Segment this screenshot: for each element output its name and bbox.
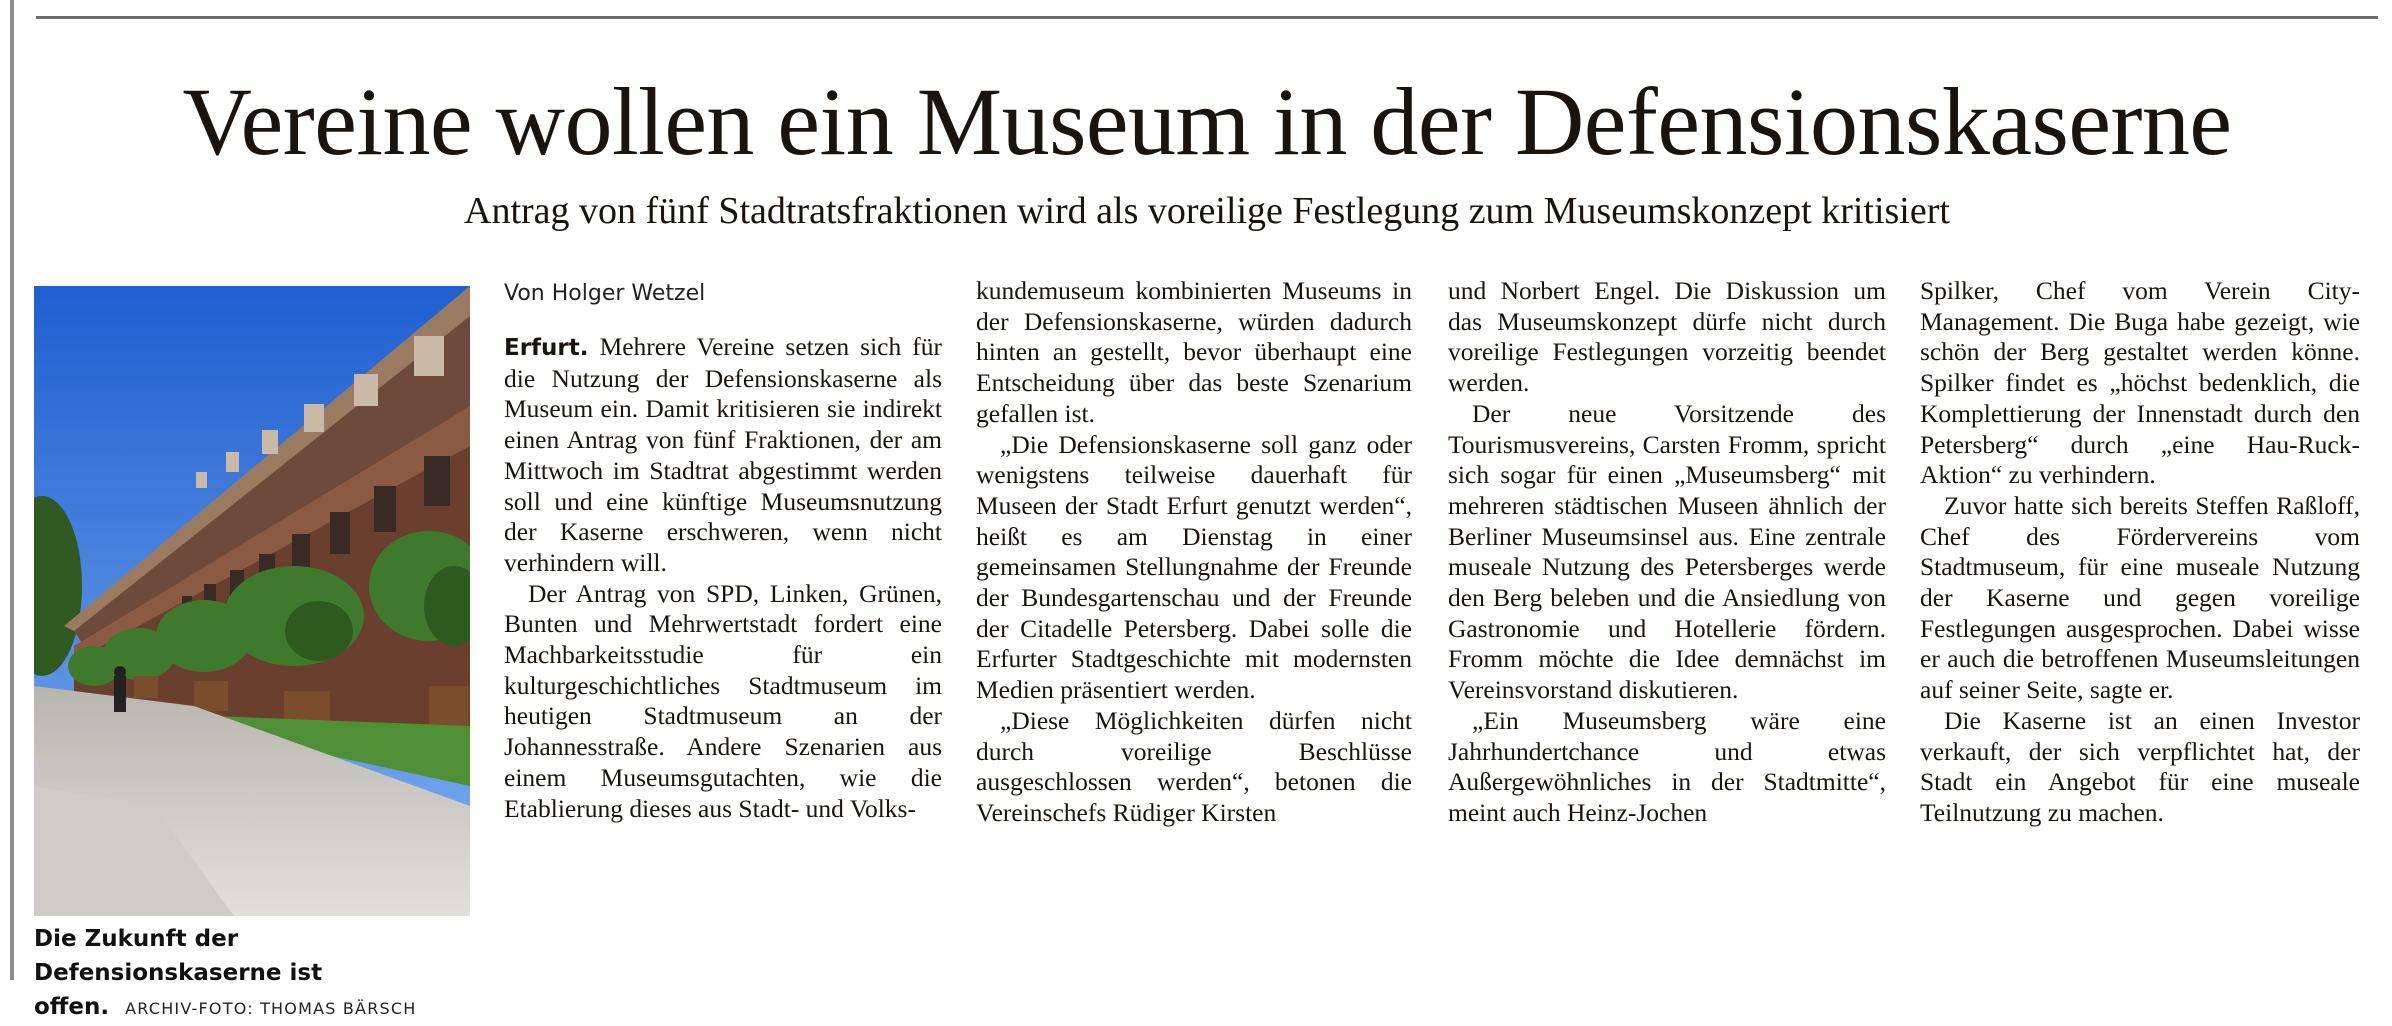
paragraph: Der Antrag von SPD, Linken, Grünen, Bunten und Mehrwertstadt fordert eine Machbarkeitsstudie für ein kulturgeschichtliches Stadtmuseum im heutigen Stadtmuseum an der Johannesstraße. Andere Szenarien aus einem Museumsgutachten, wie die Etablierung dieses aus Stadt- und Volks- [504,578,942,823]
page-edge-rule [10,0,14,980]
headline: Vereine wollen ein Museum in der Defensionskaserne [182,68,2232,175]
paragraph-continued: und Norbert Engel. Die Diskussion um das Museumskonzept dürfe nicht durch voreilige Festlegungen vorzeitig beendet werden. [1448,276,1886,398]
paragraph-continued: kundemuseum kombinierten Museums in der Defensionskaserne, würden dadurch hinten an gestellt, bevor überhaupt eine Entscheidung über das beste Szenarium gefallen ist. [976,276,1412,428]
paragraph: Der neue Vorsitzende des Tourismusvereins, Carsten Fromm, spricht sich sogar für einen „Museumsberg“ mit mehreren städtischen Museen ähnlich der Berliner Museumsinsel aus. Eine zentrale museale Nutzung des Petersberges werde den Berg beleben und die Ansiedlung von Gastronomie und Hotellerie fördern. Fromm möchte die Idee demnächst im Vereinsvorstand diskutieren. [1448,398,1886,705]
dateline: Erfurt. [504,335,589,361]
paragraph: „Die Defensionskaserne soll ganz oder wenigstens teilweise dauerhaft für Museen der Stadt Erfurt genutzt werden“, heißt es am Dienstag in einer gemeinsamen Stellungnahme der Freunde der Bundesgartenschau und der Freunde der Citadelle Petersberg. Dabei solle die Erfurter Stadtgeschichte mit modernsten Medien präsentiert werden. [976,429,1412,705]
caption-text: Die Zukunft der Defensionskaserne ist offen. [34,926,323,1020]
article-column-3 [1448,276,1886,986]
article-column-1 [504,276,942,986]
paragraph: „Diese Möglichkeiten dürfen nicht durch voreilige Beschlüsse ausgeschlossen werden“, betonen die Vereinschefs Rüdiger Kirsten [976,705,1412,827]
article-column-4 [1920,276,2360,986]
paragraph: „Ein Museumsberg wäre eine Jahrhundertchance und etwas Außergewöhnliches in der Stadtmitte“, meint auch Heinz-Jochen [1448,705,1886,827]
photo-credit: ARCHIV-FOTO: THOMAS BÄRSCH [125,999,417,1018]
byline: Von Holger Wetzel [504,281,706,306]
article-photo [34,286,470,916]
top-rule [36,16,2378,19]
photo-caption [34,922,474,1026]
article-column-2 [976,276,1412,986]
paragraph-text: Mehrere Vereine setzen sich für die Nutzung der Defensionskaserne als Museum ein. Damit kritisieren sie indirekt einen Antrag von fünf Fraktionen, der am Mittwoch im Stadtrat abgestimmt werden soll und eine künftige Museumsnutzung der Kaserne erschweren, wenn nicht verhindern will. [504,332,942,577]
paragraph: Zuvor hatte sich bereits Steffen Raßloff, Chef des Fördervereins vom Stadtmuseum, für eine museale Nutzung der Kaserne und gegen voreilige Festlegungen ausgesprochen. Dabei wisse er auch die betroffenen Museumsleitungen auf seiner Seite, sagte er. [1920,490,2360,705]
defensionskaserne-photo [34,286,470,916]
paragraph-continued: Spilker, Chef vom Verein City-Management. Die Buga habe gezeigt, wie schön der Berg gestaltet werden könne. Spilker findet es „höchst bedenklich, die Komplettierung der Innenstadt durch den Petersberg“ durch „eine Hau-Ruck-Aktion“ zu verhindern. [1920,276,2360,490]
subheadline: Antrag von fünf Stadtratsfraktionen wird als voreilige Festlegung zum Museumskonzept kritisiert [464,190,1950,232]
lead-paragraph [504,332,942,579]
paragraph: Die Kaserne ist an einen Investor verkauft, der sich verpflichtet hat, der Stadt ein Angebot für eine museale Teilnutzung zu machen. [1920,705,2360,827]
